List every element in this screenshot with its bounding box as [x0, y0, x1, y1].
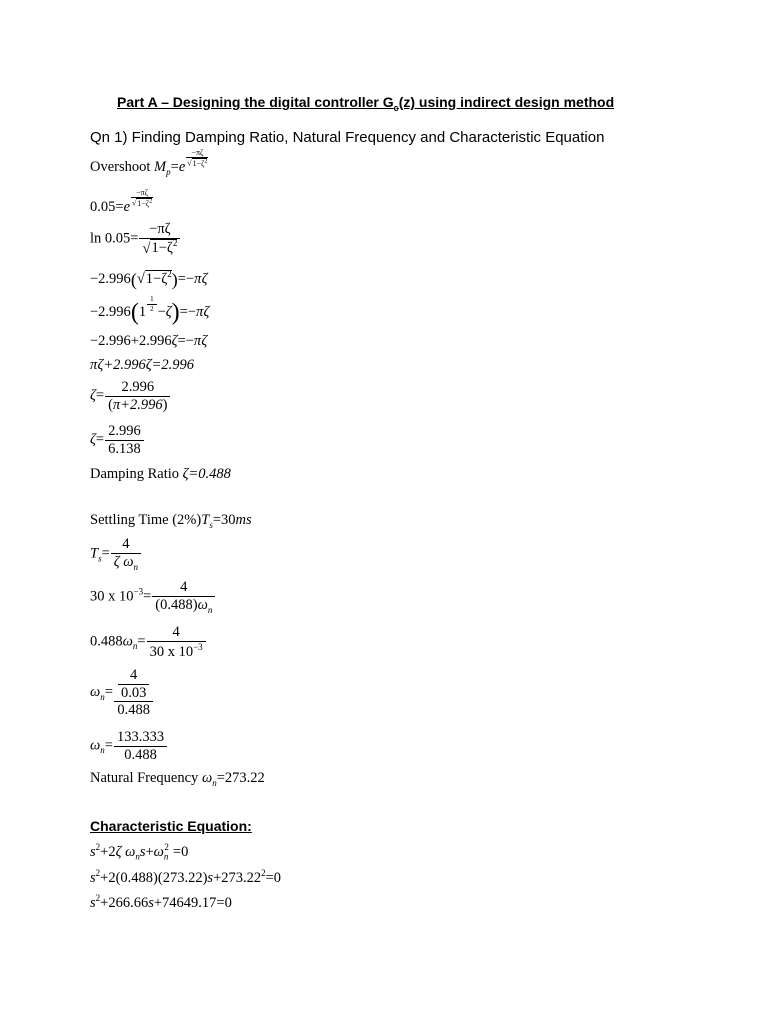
page-title: Part A – Designing the digital controller $G_c(z)$ using indirect design method [117, 94, 615, 113]
eq-overshoot: Overshoot $M_p=e$ $^{\frac{-\pi\zeta}{√1-\zeta^2}}$ [90, 148, 208, 178]
eq-pi-line: πζ+2.996ζ=2.996 [90, 357, 195, 373]
question-heading: Qn 1) Finding Damping Ratio, Natural Frequency and Characteristic Equation [90, 129, 605, 146]
eq-sqrt-line: $-2.996(√1-\zeta^2)=-\pi\zeta$ [90, 269, 208, 290]
eq-30x: 30 x $10^{-3}=$ $\frac{4}{(0.488)\omega_n}$ [90, 580, 216, 614]
eq-half-line: −2.996(1 $^{\frac{1}{2}}$ −ζ)=−πζ [90, 295, 210, 326]
natural-frequency-result: Natural Frequency $\omega_n=273.22$ [90, 770, 265, 788]
char-eq-line2: $s^2+2(0.488)(273.22)s+273.22^2=0$ [90, 868, 282, 886]
settling-time-line: Settling Time $(2\%)T_s=30ms$ [90, 512, 252, 530]
eq-ln: ln 0.05= $\frac{-\pi\zeta}{√1-\zeta^2}$ [90, 222, 181, 256]
eq-wn-frac: $\omega_n=$ $\frac{133.333}{0.488}$ [90, 730, 168, 762]
char-eq-line1: $s^2+2\zeta$ $\omega_ns+\omega_n^2 =0$ [90, 842, 189, 862]
damping-ratio-result: Damping Ratio ζ=0.488 [90, 466, 231, 482]
eq-sum-line: −2.996+2.996ζ=−πζ [90, 333, 208, 349]
eq-ts-frac: $T_s=$ $\frac{4}{\zeta \omega_n}$ [90, 537, 142, 571]
eq-0488wn: $0.488\omega_n=$ $\frac{4}{30 x 10^{-3}}$ [90, 625, 207, 659]
char-eq-line3: $s^2+266.66s+74649.17=0$ [90, 893, 232, 911]
eq-zeta-frac2: ζ= $\frac{2.996}{6.138}$ [90, 424, 145, 456]
eq-005: 0.05=e $^{\frac{-\pi\zeta}{√1-\zeta^2}}$ [90, 188, 153, 216]
characteristic-equation-heading: Characteristic Equation: [90, 818, 252, 834]
eq-wn-compound: $\omega_n=$ $\frac{\frac{4}{0.03}}{0.488}$ [90, 668, 154, 718]
eq-zeta-frac1: ζ= $\frac{2.996}{(\pi+2.996)}$ [90, 380, 171, 412]
